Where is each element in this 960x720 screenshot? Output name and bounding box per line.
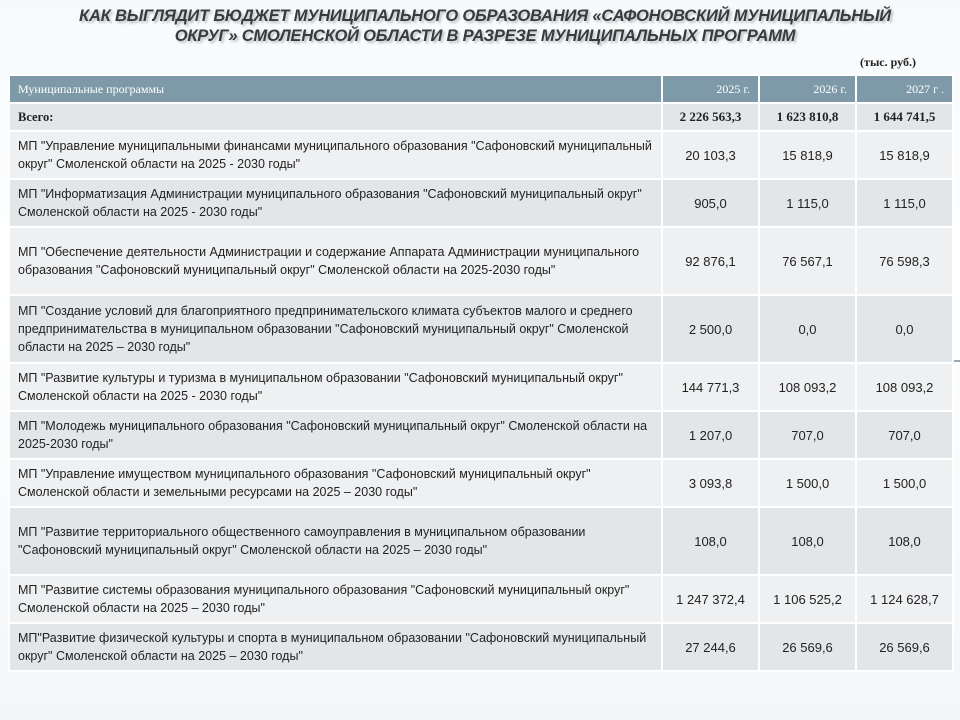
slide-edge-divider bbox=[954, 360, 960, 362]
program-name: МП "Информатизация Администрации муниципального образования "Сафоновский муниципальный округ" Смоленской области на 2025 - 2030 годы" bbox=[9, 179, 662, 227]
value-2027: 1 115,0 bbox=[856, 179, 953, 227]
value-2025: 144 771,3 bbox=[662, 363, 759, 411]
value-2026: 108 093,2 bbox=[759, 363, 856, 411]
program-name: МП "Создание условий для благоприятного предпринимательского климата субъектов малого и среднего предпринимательства в муниципальном образовании "Сафоновский муниципальный округ" Смоленской области на 2025 – 2030 годы" bbox=[9, 295, 662, 363]
value-2027: 707,0 bbox=[856, 411, 953, 459]
header-2027: 2027 г . bbox=[856, 75, 953, 103]
value-2027: 15 818,9 bbox=[856, 131, 953, 179]
value-2027: 108 093,2 bbox=[856, 363, 953, 411]
value-2026: 26 569,6 bbox=[759, 623, 856, 671]
total-2027: 1 644 741,5 bbox=[856, 103, 953, 131]
program-name: МП"Развитие физической культуры и спорта в муниципальном образовании "Сафоновский муниципальный округ" Смоленской области на 2025 – 2030 годы" bbox=[9, 623, 662, 671]
value-2025: 1 207,0 bbox=[662, 411, 759, 459]
total-row bbox=[9, 103, 953, 131]
table-header-row bbox=[9, 75, 953, 103]
total-2025: 2 226 563,3 bbox=[662, 103, 759, 131]
value-2026: 76 567,1 bbox=[759, 227, 856, 295]
value-2026: 1 106 525,2 bbox=[759, 575, 856, 623]
budget-table bbox=[8, 74, 954, 672]
value-2025: 905,0 bbox=[662, 179, 759, 227]
table-row bbox=[9, 459, 953, 507]
units-label: (тыс. руб.) bbox=[860, 55, 916, 69]
header-2026: 2026 г. bbox=[759, 75, 856, 103]
value-2026: 0,0 bbox=[759, 295, 856, 363]
value-2027: 76 598,3 bbox=[856, 227, 953, 295]
value-2025: 27 244,6 bbox=[662, 623, 759, 671]
table-row bbox=[9, 227, 953, 295]
table-row bbox=[9, 623, 953, 671]
value-2027: 0,0 bbox=[856, 295, 953, 363]
value-2025: 2 500,0 bbox=[662, 295, 759, 363]
value-2025: 3 093,8 bbox=[662, 459, 759, 507]
value-2026: 1 500,0 bbox=[759, 459, 856, 507]
program-name: МП "Молодежь муниципального образования "Сафоновский муниципальный округ" Смоленской области на 2025-2030 годы" bbox=[9, 411, 662, 459]
table-row bbox=[9, 179, 953, 227]
program-name: МП "Развитие территориального общественного самоуправления в муниципальном образовании "Сафоновский муниципальный округ" Смоленской области на 2025 – 2030 годы" bbox=[9, 507, 662, 575]
value-2027: 1 124 628,7 bbox=[856, 575, 953, 623]
value-2026: 707,0 bbox=[759, 411, 856, 459]
program-name: МП "Развитие культуры и туризма в муниципальном образовании "Сафоновский муниципальный округ" Смоленской области на 2025 - 2030 годы" bbox=[9, 363, 662, 411]
value-2027: 1 500,0 bbox=[856, 459, 953, 507]
value-2025: 20 103,3 bbox=[662, 131, 759, 179]
header-programs: Муниципальные программы bbox=[9, 75, 662, 103]
value-2027: 26 569,6 bbox=[856, 623, 953, 671]
value-2026: 15 818,9 bbox=[759, 131, 856, 179]
program-name: МП "Управление имуществом муниципального образования "Сафоновский муниципальный округ" Смоленской области и земельными ресурсами на 2025 – 2030 годы" bbox=[9, 459, 662, 507]
page-title: КАК ВЫГЛЯДИТ БЮДЖЕТ МУНИЦИПАЛЬНОГО ОБРАЗОВАНИЯ «САФОНОВСКИЙ МУНИЦИПАЛЬНЫЙ ОКРУГ» СМОЛЕНСКОЙ ОБЛАСТИ В РАЗРЕЗЕ МУНИЦИПАЛЬНЫХ ПРОГРАММ bbox=[79, 7, 891, 45]
table-row bbox=[9, 411, 953, 459]
table-row bbox=[9, 295, 953, 363]
header-2025: 2025 г. bbox=[662, 75, 759, 103]
total-2026: 1 623 810,8 bbox=[759, 103, 856, 131]
value-2027: 108,0 bbox=[856, 507, 953, 575]
table-row bbox=[9, 131, 953, 179]
program-name: МП "Обеспечение деятельности Администрации и содержание Аппарата Администрации муниципального образования "Сафоновский муниципальный округ" Смоленской области на 2025-2030 годы" bbox=[9, 227, 662, 295]
value-2026: 1 115,0 bbox=[759, 179, 856, 227]
program-name: МП "Управление муниципальными финансами муниципального образования "Сафоновский муниципальный округ" Смоленской области на 2025 - 2030 годы" bbox=[9, 131, 662, 179]
value-2025: 92 876,1 bbox=[662, 227, 759, 295]
program-name: МП "Развитие системы образования муниципального образования "Сафоновский муниципальный округ" Смоленской области на 2025 – 2030 годы" bbox=[9, 575, 662, 623]
total-label: Всего: bbox=[9, 103, 662, 131]
table-row bbox=[9, 507, 953, 575]
table-row bbox=[9, 575, 953, 623]
table-row bbox=[9, 363, 953, 411]
value-2026: 108,0 bbox=[759, 507, 856, 575]
value-2025: 108,0 bbox=[662, 507, 759, 575]
value-2025: 1 247 372,4 bbox=[662, 575, 759, 623]
